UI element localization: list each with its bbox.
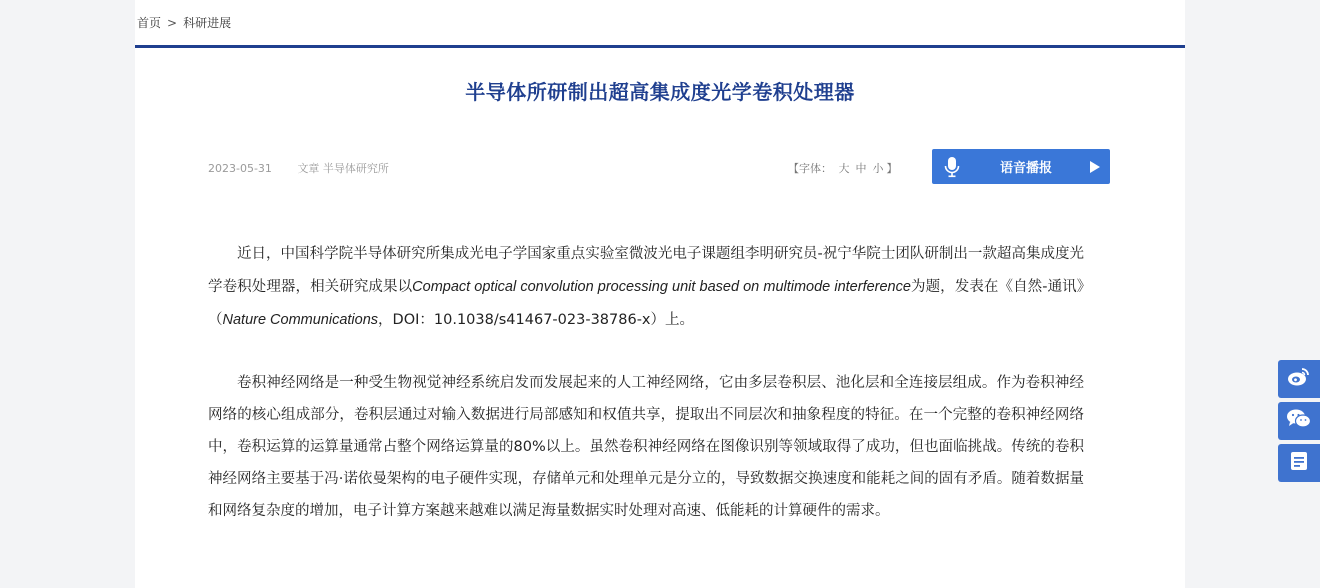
paper-title: Compact optical convolution processing unit based on multimode interference [412,279,911,295]
share-sidebar [1278,360,1320,486]
voice-broadcast-label: 语音播报 [999,161,1052,176]
paragraph-1-middle: 为题，发表在《自然-通讯》（ [208,279,1084,328]
font-size-large[interactable]: 大 [838,162,850,175]
breadcrumb-separator: > [167,16,178,30]
weibo-icon [1287,366,1311,392]
wechat-icon [1286,408,1312,434]
paragraph-1-end: ，DOI：10.1038/s41467-023-38786-x）上。 [378,312,695,328]
header-divider [135,45,1185,48]
article-meta [208,160,411,176]
voice-broadcast-button[interactable] [932,149,1110,184]
document-icon [1289,450,1309,476]
microphone-icon [932,149,972,184]
paragraph-2: 卷积神经网络是一种受生物视觉神经系统启发而发展起来的人工神经网络，它由多层卷积层、池化层和全连接层组成。作为卷积神经网络的核心组成部分，卷积层通过对输入数据进行局部感知和权值共享，提取出不同层次和抽象程度的特征。在一个完整的卷积神经网络中，卷积运算的运算量通常占整个网络运算量的80%以上。虽然卷积神经网络在图像识别等领域取得了成功，但也面临挑战。传统的卷积神经网络主要基于冯·诺依曼架构的电子硬件实现，存储单元和处理单元是分立的，导致数据交换速度和能耗之间的固有矛盾。随着数据量和网络复杂度的增加，电子计算方案越来越难以满足海量数据实时处理对高速、低能耗的计算硬件的需求。 [208,375,1084,519]
publish-date: 2023-05-31 [208,162,272,175]
breadcrumb-current-link[interactable]: 科研进展 [183,16,232,30]
font-size-small[interactable]: 小 [872,162,884,175]
paragraph-1 [208,238,1084,337]
breadcrumb-home-link[interactable]: 首页 [137,16,162,30]
article-title: 半导体所研制出超高集成度光学卷积处理器 [465,80,855,104]
share-document-button[interactable] [1278,444,1320,482]
font-size-medium[interactable]: 中 [855,162,867,175]
font-size-end: 】 [886,162,898,175]
font-size-switcher [788,160,898,176]
share-wechat-button[interactable] [1278,402,1320,440]
paragraph-1-intro: 近日，中国科学院半导体研究所集成光电子学国家重点实验室微波光电子课题组李明研究员-祝宁华院士团队研制出一款超高集成度光学卷积处理器，相关研究成果以 [208,246,1084,295]
play-icon [1080,149,1110,184]
article-body [208,238,1084,527]
font-size-label: 【字体： [788,162,832,175]
article-page [135,0,1185,588]
journal-name: Nature Communications [222,312,379,328]
breadcrumb [137,14,231,31]
share-weibo-button[interactable] [1278,360,1320,398]
article-source: 文章 半导体研究所 [297,162,389,175]
